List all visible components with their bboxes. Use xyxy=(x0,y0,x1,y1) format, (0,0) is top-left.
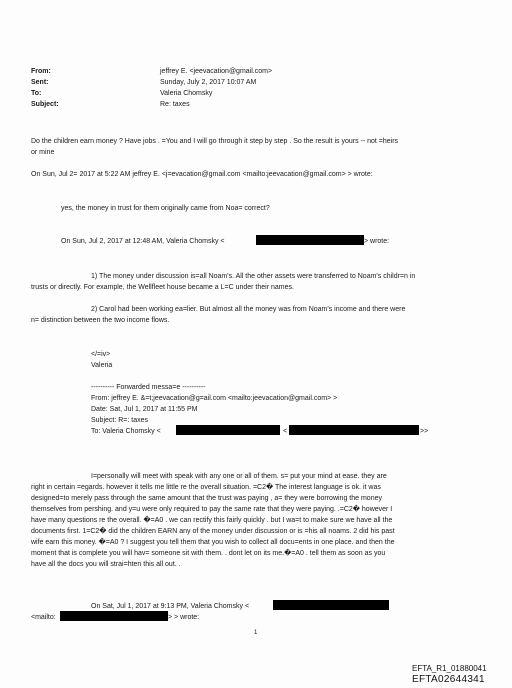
subject-label: Subject: xyxy=(31,101,59,108)
redaction-box xyxy=(176,425,280,435)
to-value: Valeria Chomsky xyxy=(160,90,213,97)
forward-to-mid: < xyxy=(283,428,288,435)
bates-id-large: EFTA02644341 xyxy=(412,674,485,685)
sent-value: Sunday, July 2, 2017 10:07 AM xyxy=(160,79,257,86)
paragraph-line: I=personally will meet with speak with any one or all of them. s= put your mind at ease. they are xyxy=(91,473,387,480)
forward-from: From: jeffrey E. &=t;jeevacation@g=ail.com <mailto:jeevacation@gmail.com> > xyxy=(91,395,338,402)
paragraph-line: themselves from pershing. and y=u were only required to pay the same rate that they were paying. .=C2� however I xyxy=(31,506,393,513)
from-value: jeffrey E. <jeevacation@gmail.com> xyxy=(160,68,273,75)
reply-line-2: or mine xyxy=(31,149,55,156)
paragraph-line: designed=to merely pass through the same amount that the trust was paying , a= they were borrowing the money xyxy=(31,495,382,502)
forward-to-prefix: To: Valeria Chomsky < xyxy=(91,428,161,435)
forward-header: ---------- Forwarded messa=e ---------- xyxy=(91,384,206,391)
forward-to-suffix: >> xyxy=(420,428,429,435)
quote-header-3-prefix: On Sat, Jul 1, 2017 at 9:13 PM, Valeria Chomsky < xyxy=(91,603,250,610)
mailto-prefix: <mailto: xyxy=(31,614,56,621)
to-label: To: xyxy=(31,90,42,97)
paragraph-line: documents first. 1=C2� did the children EARN any of the money under discussion or is =his all noams. 2 did his past xyxy=(31,528,395,535)
paragraph-line: wife earn this money. �=A0 ? I suggest you tell them that you wish to collect all docu=ents in one place. and then the xyxy=(31,539,395,546)
yes-line: yes, the money in trust for them originally came from Noa= correct? xyxy=(61,205,270,212)
div-tag: </=iv> xyxy=(91,351,111,358)
item2-line2: n= distinction between the two income flows. xyxy=(31,317,170,324)
subject-value: Re: taxes xyxy=(160,101,190,108)
item1-line1: 1) The money under discussion is=all Noam's. All the other assets were transferred to Noam's childr=n in xyxy=(91,273,416,280)
page-number: 1 xyxy=(254,630,258,636)
forward-subject: Subject: R=: taxes xyxy=(91,417,149,424)
paragraph-line: have many questions re the overall. �=A0 . we can rectify this fairly quickly . but I wa=t to make sure we have all the xyxy=(31,517,393,524)
forward-date: Date: Sat, Jul 1, 2017 at 11:55 PM xyxy=(91,406,198,413)
redaction-box xyxy=(289,425,419,435)
redaction-box xyxy=(256,235,364,245)
paragraph-line: right in certain =egards. however it tells me little re the overall situation. =C2� The interest language is ok. it was xyxy=(31,484,381,491)
quote-header-1: On Sun, Jul 2= 2017 at 5:22 AM jeffrey E. <j=evacation@gmail.com <mailto:jeevacation@gmail.com> > wrote: xyxy=(31,171,373,178)
redaction-box xyxy=(273,600,389,610)
sent-label: Sent: xyxy=(31,79,49,86)
quote-header-2-suffix: > wrote: xyxy=(364,238,390,245)
reply-line-1: Do the children earn money ? Have jobs . =You and I will go through it step by step . So the result is yours -- not =heirs xyxy=(31,138,399,145)
item2-line1: 2) Carol had been working ea=lier. But almost all the money was from Noam's income and there were xyxy=(91,306,406,313)
quote-header-2-prefix: On Sun, Jul 2, 2017 at 12:48 AM, Valeria Chomsky < xyxy=(61,238,225,245)
quote-header-3-suffix: > > wrote: xyxy=(168,614,200,621)
redaction-box xyxy=(60,611,168,621)
paragraph-line: moment that is complete you will hav= someone sit with them. . dont let on its me.�=A0 . tell them as soon as you xyxy=(31,550,386,557)
signature: Valeria xyxy=(91,362,113,369)
from-label: From: xyxy=(31,68,51,75)
bates-id-small: EFTA_R1_01880041 xyxy=(412,664,487,673)
item1-line2: trusts or directly. For example, the Wellfleet house became a L=C under their names. xyxy=(31,284,294,291)
paragraph-line: have all the docs you will strai=hten this all out. . xyxy=(31,561,181,568)
